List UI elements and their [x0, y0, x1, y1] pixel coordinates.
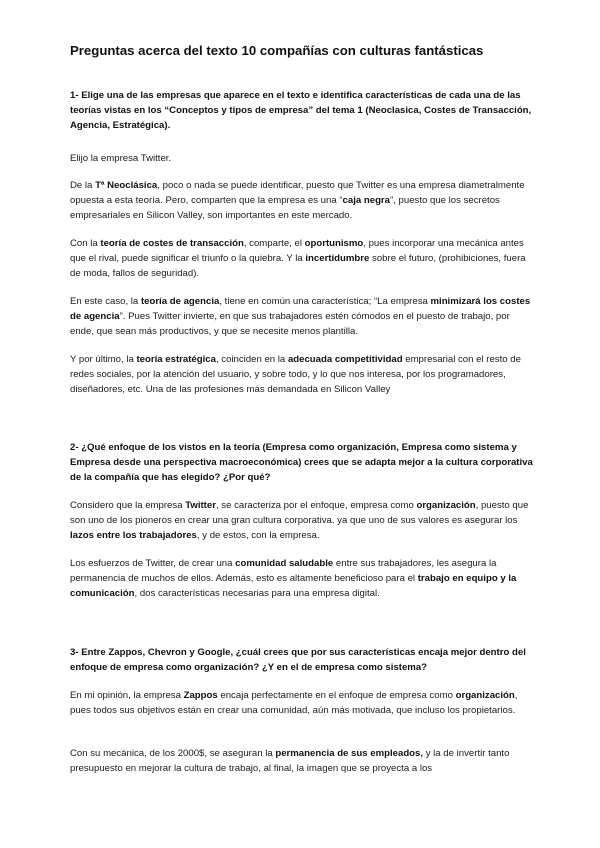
q1-paragraph-estrategica: Y por último, la teoría estratégica, coinciden en la adecuada competitividad empresarial con el resto de redes sociales, por la atención del usuario, y sobre todo, y lo que nos interesa, por los programadores, diseñadores, etc. Una de las profesiones más demandada en Silicon Valley: [70, 354, 521, 395]
document-title: Preguntas acerca del texto 10 compañías con culturas fantásticas: [70, 43, 484, 58]
q2-paragraph-comunidad: Los esfuerzos de Twitter, de crear una comunidad saludable entre sus trabajadores, les asegura la permanencia de muchos de ellos. Además, esto es altamente beneficioso para el trabajo en equipo y la comunicación, dos características necesarias para una empresa digital.: [70, 558, 517, 599]
question-3: 3- Entre Zappos, Chevron y Google, ¿cuál crees que por sus características encaja mejor dentro del enfoque de empresa como organización? ¿Y en el de empresa como sistema?: [70, 647, 526, 673]
q1-answer-intro: Elijo la empresa Twitter.: [70, 153, 172, 164]
question-1: 1- Elige una de las empresas que aparece en el texto e identifica características de cada una de las teorías vistas en los “Conceptos y tipos de empresa” del tema 1 (Neoclasica, Costes de Transacción, Agencia, Estratégica).: [70, 90, 532, 131]
q1-paragraph-agencia: En este caso, la teoría de agencia, tiene en común una característica; “La empresa minimizará los costes de agencia”. Pues Twitter invierte, en que sus trabajadores estén cómodos en el puesto de trabajo, por ende, que sean más productivos, y que se necesite menos plantilla.: [70, 296, 531, 337]
question-2: 2- ¿Qué enfoque de los vistos en la teoría (Empresa como organización, Empresa como sistema y Empresa desde una perspectiva macroeconómica) crees que se adapta mejor a la cultura corporativa de la compañía que has elegido? ¿Por qué?: [70, 442, 533, 483]
q3-paragraph-zappos: En mi opinión, la empresa Zappos encaja perfectamente en el enfoque de empresa como organización, pues todos sus objetivos están en crear una comunidad, aún más motivada, que incluso los propietarios.: [70, 690, 518, 716]
q1-paragraph-costes-transaccion: Con la teoría de costes de transacción, comparte, el oportunismo, pues incorporar una mecánica antes que el rival, puede significar el triunfo o la quiebra. Y la incertidumbre sobre el futuro, (prohibiciones, fuera de moda, fallos de seguridad).: [70, 238, 526, 279]
q3-paragraph-permanencia: Con su mecánica, de los 2000$, se aseguran la permanencia de sus empleados, y la de invertir tanto presupuesto en mejorar la cultura de trabajo, al final, la imagen que se proyecta a los: [70, 748, 510, 774]
q1-paragraph-neoclasica: De la Tª Neoclásica, poco o nada se puede identificar, puesto que Twitter es una empresa diametralmente opuesta a esta teoría. Pero, comparten que la empresa es una “caja negra”, puesto que los secretos empresariales en Silicon Valley, son importantes en este mercado.: [70, 180, 525, 221]
q2-paragraph-organizacion: Considero que la empresa Twitter, se caracteriza por el enfoque, empresa como organización, puesto que son uno de los pioneros en crear una gran cultura corporativa. ya que uno de sus valores es asegurar los lazos entre los trabajadores, y de estos, con la empresa.: [70, 500, 529, 541]
